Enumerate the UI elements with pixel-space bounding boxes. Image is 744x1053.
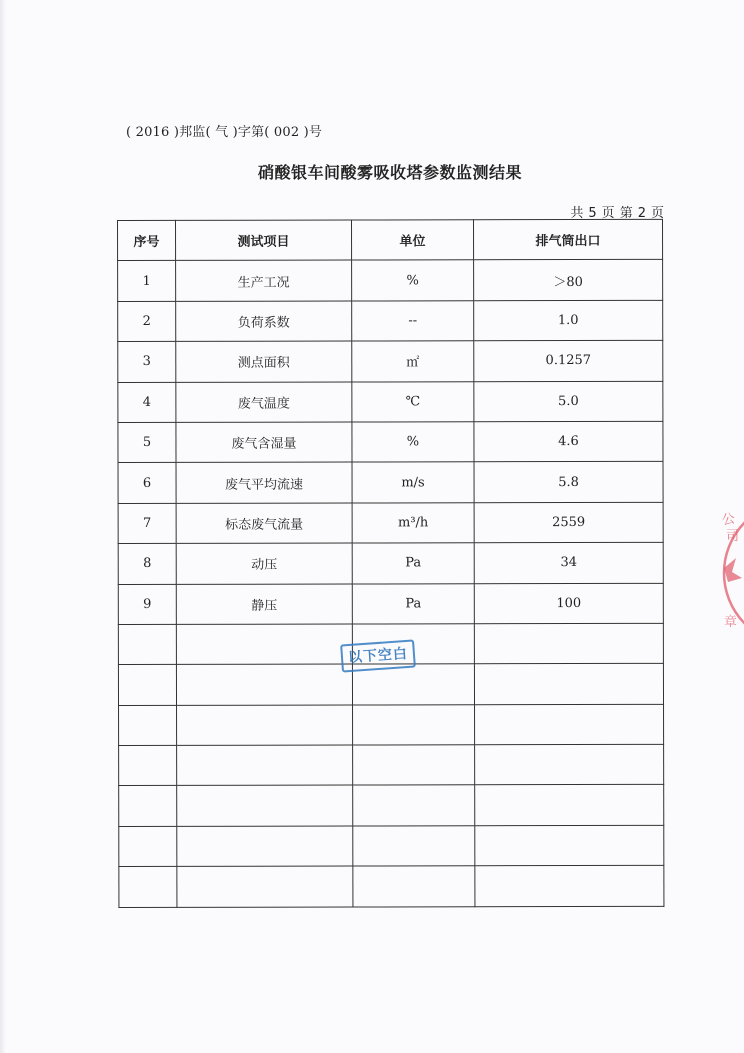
empty-cell bbox=[474, 623, 663, 664]
empty-cell bbox=[119, 826, 177, 867]
empty-cell bbox=[177, 785, 353, 826]
svg-text:章: 章 bbox=[724, 615, 738, 630]
empty-row bbox=[118, 664, 663, 706]
empty-cell bbox=[475, 704, 664, 745]
page-current-label: 第 bbox=[619, 206, 633, 221]
empty-row bbox=[119, 866, 664, 908]
cell-no: 6 bbox=[118, 463, 176, 504]
document-title: 硝酸银车间酸雾吸收塔参数监测结果 bbox=[257, 163, 522, 182]
cell-unit: m/s bbox=[352, 462, 474, 503]
cell-item: 负荷系数 bbox=[176, 301, 352, 342]
table-row bbox=[118, 381, 663, 423]
cell-no: 9 bbox=[118, 584, 176, 625]
page-total: 5 bbox=[588, 206, 597, 221]
header-unit: 单位 bbox=[352, 220, 474, 261]
empty-cell bbox=[353, 785, 475, 826]
empty-cell bbox=[474, 664, 663, 705]
svg-text:公: 公 bbox=[720, 511, 737, 529]
page-word: 页 bbox=[601, 206, 615, 221]
cell-item: 废气平均流速 bbox=[176, 462, 352, 503]
cell-value: 0.1257 bbox=[474, 341, 663, 382]
company-seal-fragment bbox=[716, 498, 744, 648]
table-row bbox=[118, 502, 663, 544]
empty-cell bbox=[119, 705, 177, 746]
monitoring-results-table bbox=[117, 219, 664, 908]
cell-no: 8 bbox=[118, 544, 176, 585]
table-row bbox=[118, 260, 663, 302]
header-no: 序号 bbox=[118, 220, 176, 261]
cell-unit: Pa bbox=[352, 583, 474, 624]
empty-row bbox=[119, 744, 664, 786]
cell-value: 34 bbox=[474, 542, 663, 583]
cell-no: 5 bbox=[118, 422, 176, 463]
header-item: 测试项目 bbox=[176, 220, 352, 261]
table-row bbox=[118, 421, 663, 463]
page-edge bbox=[0, 0, 6, 1053]
page-current: 2 bbox=[637, 206, 646, 221]
empty-cell bbox=[118, 624, 176, 665]
cell-item: 静压 bbox=[176, 584, 352, 625]
empty-cell bbox=[177, 705, 353, 746]
cell-unit: ㎡ bbox=[352, 341, 474, 382]
table-row bbox=[118, 583, 663, 625]
empty-cell bbox=[176, 624, 352, 665]
cell-no: 3 bbox=[118, 342, 176, 383]
empty-row bbox=[119, 785, 664, 827]
cell-unit: -- bbox=[352, 301, 474, 342]
empty-cell bbox=[353, 745, 475, 786]
empty-cell bbox=[119, 867, 177, 908]
cell-unit: Pa bbox=[352, 543, 474, 584]
cell-unit: % bbox=[352, 260, 474, 301]
cell-value: ＞80 bbox=[474, 260, 663, 301]
header-outlet: 排气筒出口 bbox=[474, 219, 663, 260]
cell-value: 1.0 bbox=[474, 300, 663, 341]
cell-value: 5.0 bbox=[474, 381, 663, 422]
table-row bbox=[118, 300, 663, 342]
empty-cell bbox=[177, 826, 353, 867]
table-row bbox=[118, 462, 663, 504]
cell-unit: % bbox=[352, 422, 474, 463]
empty-cell bbox=[475, 744, 664, 785]
cell-unit: ℃ bbox=[352, 381, 474, 422]
table-row bbox=[118, 542, 663, 584]
empty-cell bbox=[177, 866, 353, 907]
empty-cell bbox=[475, 785, 664, 826]
page-total-label: 共 bbox=[570, 206, 584, 221]
cell-value: 100 bbox=[474, 583, 663, 624]
empty-row bbox=[119, 825, 664, 867]
blank-below-stamp: 以下空白 bbox=[340, 639, 416, 672]
cell-item: 废气温度 bbox=[176, 382, 352, 423]
cell-no: 4 bbox=[118, 382, 176, 423]
cell-item: 测点面积 bbox=[176, 341, 352, 382]
table-row bbox=[118, 341, 663, 383]
seal-icon bbox=[716, 498, 744, 648]
empty-cell bbox=[475, 825, 664, 866]
empty-cell bbox=[353, 866, 475, 907]
empty-cell bbox=[177, 745, 353, 786]
svg-text:司: 司 bbox=[726, 529, 740, 544]
cell-no: 1 bbox=[118, 261, 176, 302]
empty-row bbox=[119, 704, 664, 746]
cell-value: 2559 bbox=[474, 502, 663, 543]
page-current-word: 页 bbox=[650, 206, 664, 221]
cell-no: 2 bbox=[118, 301, 176, 342]
empty-cell bbox=[118, 665, 176, 706]
cell-item: 废气含湿量 bbox=[176, 422, 352, 463]
cell-value: 5.8 bbox=[474, 462, 663, 503]
cell-value: 4.6 bbox=[474, 421, 663, 462]
table-header-row bbox=[118, 219, 663, 261]
empty-cell bbox=[353, 826, 475, 867]
cell-no: 7 bbox=[118, 503, 176, 544]
cell-item: 动压 bbox=[176, 543, 352, 584]
cell-item: 标态废气流量 bbox=[176, 503, 352, 544]
empty-cell bbox=[176, 664, 352, 705]
cell-item: 生产工况 bbox=[176, 260, 352, 301]
empty-cell bbox=[475, 866, 664, 907]
empty-cell bbox=[353, 704, 475, 745]
document-number: ( 2016 )邦监( 气 )字第( 002 )号 bbox=[126, 125, 323, 140]
cell-unit: m³/h bbox=[352, 502, 474, 543]
empty-cell bbox=[119, 786, 177, 827]
empty-cell bbox=[119, 745, 177, 786]
